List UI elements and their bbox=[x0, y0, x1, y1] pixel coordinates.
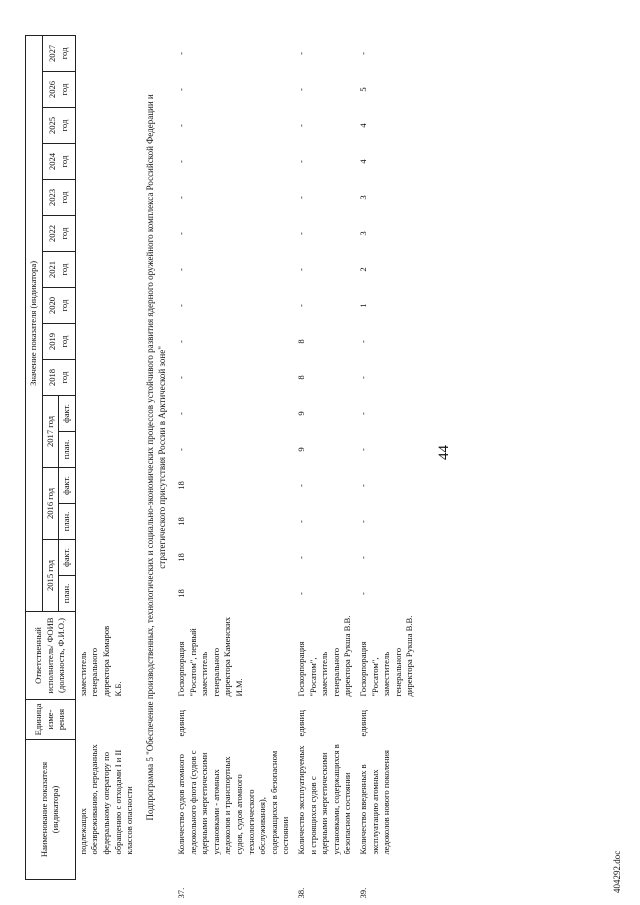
value-cell: - bbox=[357, 412, 368, 415]
value-cell: - bbox=[295, 160, 306, 163]
header-year: 2019 год bbox=[42, 324, 75, 360]
value-cell: - bbox=[176, 340, 187, 343]
page-number: 44 bbox=[436, 445, 452, 460]
table-row-continuation bbox=[75, 35, 137, 879]
value-cell: 4 bbox=[357, 159, 368, 164]
header-year: 2017 год bbox=[42, 396, 59, 468]
value-cell: - bbox=[176, 88, 187, 91]
value-cell: - bbox=[357, 448, 368, 451]
value-cell: - bbox=[176, 304, 187, 307]
table-row bbox=[294, 35, 356, 879]
value-cell: - bbox=[176, 124, 187, 127]
value-cell: - bbox=[357, 484, 368, 487]
value-cell: 9 bbox=[295, 411, 306, 416]
responsible-person: Госкорпорация "Росатом", заместитель генерального директора Рукша В.В. bbox=[295, 615, 353, 697]
value-cell: - bbox=[357, 340, 368, 343]
header-year: 2021 год bbox=[42, 252, 75, 288]
value-cell: 3 bbox=[357, 195, 368, 200]
footer-filename: 404292.doc bbox=[612, 850, 622, 893]
header-year: 2020 год bbox=[42, 288, 75, 324]
header-plan: план. bbox=[59, 432, 76, 468]
responsible-person: заместитель генерального директора Комаров К.Б. bbox=[77, 625, 123, 697]
value-cell: - bbox=[176, 196, 187, 199]
value-cell: 1 bbox=[357, 303, 368, 308]
value-cell: 4 bbox=[357, 123, 368, 128]
indicator-table bbox=[25, 35, 418, 899]
header-year: 2024 год bbox=[42, 144, 75, 180]
indicator-name-cell bbox=[294, 740, 356, 899]
value-cell: 5 bbox=[357, 87, 368, 92]
indicator-name-cell bbox=[174, 740, 294, 899]
unit: единиц bbox=[176, 710, 187, 737]
unit: единиц bbox=[357, 710, 368, 737]
value-cell: - bbox=[295, 556, 306, 559]
header-plan: план. bbox=[59, 504, 76, 540]
value-cell: - bbox=[295, 304, 306, 307]
value-cell: - bbox=[295, 592, 306, 595]
responsible-person: Госкорпорация "Росатом", заместитель генерального директора Рукша В.В. bbox=[357, 615, 415, 697]
header-year: 2015 год bbox=[42, 540, 59, 612]
value-cell: - bbox=[176, 448, 187, 451]
indicator-name: Количество эксплуатируемых и строящихся судов с ядерными энергетическими установками, содержащихся в безопасном состоянии bbox=[295, 744, 353, 855]
header-year: 2027 год bbox=[42, 35, 75, 71]
table-header bbox=[26, 35, 76, 879]
header-plan: план. bbox=[59, 576, 76, 612]
value-cell: - bbox=[295, 484, 306, 487]
value-cell: 2 bbox=[357, 267, 368, 272]
value-cell: 18 bbox=[176, 517, 187, 526]
value-cell: 3 bbox=[357, 231, 368, 236]
value-cell: - bbox=[295, 196, 306, 199]
value-cell: 8 bbox=[295, 375, 306, 380]
row-number: 37. bbox=[176, 887, 187, 899]
header-year: 2018 год bbox=[42, 360, 75, 396]
row-number: 38. bbox=[295, 887, 306, 899]
header-year: 2023 год bbox=[42, 180, 75, 216]
value-cell: - bbox=[295, 51, 306, 55]
value-cell: 18 bbox=[176, 553, 187, 562]
value-cell: - bbox=[295, 232, 306, 235]
indicator-rows bbox=[174, 35, 418, 899]
subprogram-row bbox=[138, 35, 174, 879]
header-name: Наименование показателя (индикатора) bbox=[26, 740, 76, 880]
header-year: 2016 год bbox=[42, 468, 59, 540]
value-cell: 9 bbox=[295, 447, 306, 452]
header-year: 2025 год bbox=[42, 108, 75, 144]
value-cell: 18 bbox=[176, 589, 187, 598]
value-cell: - bbox=[176, 232, 187, 235]
table-row bbox=[356, 35, 418, 879]
value-cell: 18 bbox=[176, 481, 187, 490]
header-values: Значение показателя (индикатора) bbox=[26, 35, 43, 611]
value-cell: - bbox=[176, 376, 187, 379]
indicator-name: подлежащих обезвреживанию, переданных федеральному оператору по обращению с отходами I и II классов опасности bbox=[77, 744, 135, 855]
value-cell: - bbox=[357, 520, 368, 523]
value-cell: - bbox=[176, 268, 187, 271]
header-fact: факт. bbox=[59, 540, 76, 576]
value-cell: - bbox=[357, 51, 368, 55]
indicator-name-cell bbox=[356, 740, 418, 899]
header-fact: факт. bbox=[59, 468, 76, 504]
unit: единиц bbox=[295, 710, 306, 737]
value-cell: - bbox=[295, 268, 306, 271]
responsible-person: Госкорпорация "Росатом", первый заместитель генерального директора Каменских И.М. bbox=[176, 616, 244, 697]
value-cell: - bbox=[295, 88, 306, 91]
value-cell: 8 bbox=[295, 339, 306, 344]
value-cell: - bbox=[295, 124, 306, 127]
value-cell: - bbox=[176, 160, 187, 163]
value-cell: - bbox=[357, 376, 368, 379]
row-number: 39. bbox=[357, 887, 368, 899]
indicator-name: Количество введенных в эксплуатацию атомных ледоколов нового поколения bbox=[357, 750, 392, 855]
header-year: 2022 год bbox=[42, 216, 75, 252]
header-unit: Единица изме-рения bbox=[26, 700, 76, 740]
value-cell: - bbox=[176, 412, 187, 415]
indicator-name: Количество судов атомного ледокольного флота (судов с ядерными энергетическими установками - атомных ледоколов и транспортных судов, судов атомного технологического обслуживания), содержащихся в безопасном состоянии bbox=[176, 750, 291, 855]
value-cell: - bbox=[295, 520, 306, 523]
value-cell: - bbox=[357, 592, 368, 595]
value-cell: - bbox=[357, 556, 368, 559]
header-fact: факт. bbox=[59, 396, 76, 432]
header-year: 2026 год bbox=[42, 72, 75, 108]
value-cell: - bbox=[176, 51, 187, 55]
header-responsible: Ответственный исполнитель/ ФОИВ (должность, Ф.И.О.) bbox=[26, 612, 76, 700]
subprogram-title: Подпрограмма 5 "Обеспечение производственных, технологических и социально-экономических процессов устойчивого развития ядерного оружейного комплекса Российской Федерации и стратегического присутствия России в Арктической зоне" bbox=[144, 94, 167, 821]
table-row bbox=[174, 35, 294, 879]
